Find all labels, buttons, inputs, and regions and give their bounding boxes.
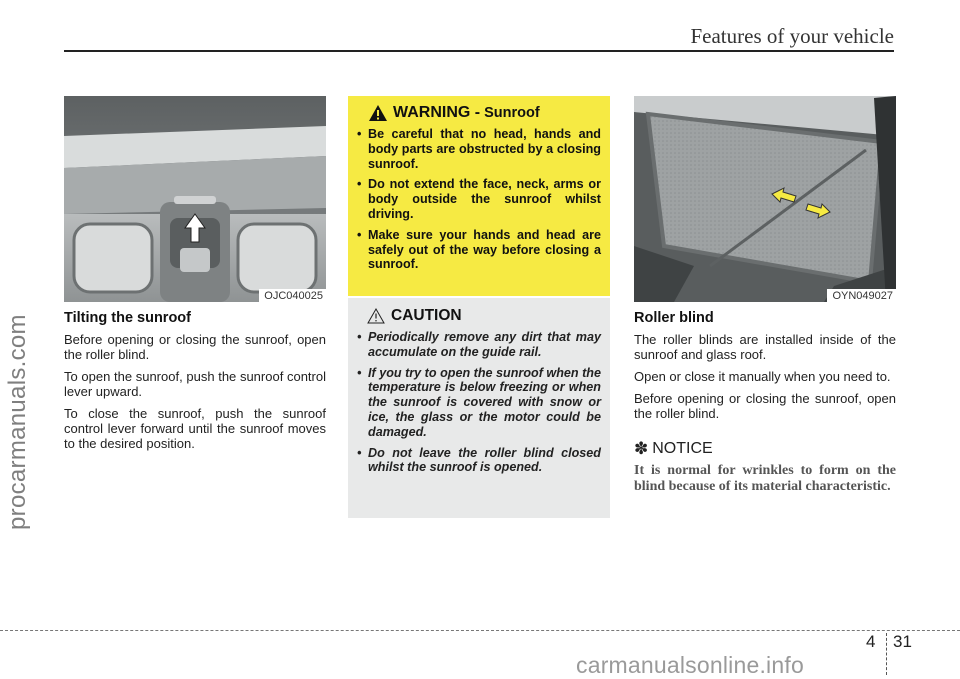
paragraph: Open or close it manually when you need to. <box>634 369 891 384</box>
caution-item: • Do not leave the roller blind closed whilst the sunroof is opened. <box>357 446 601 476</box>
side-watermark: procarmanuals.com <box>4 314 31 530</box>
page-divider <box>886 633 887 675</box>
notice-title: NOTICE <box>652 440 713 457</box>
footer-rule <box>0 630 960 631</box>
caution-title: CAUTION <box>391 307 462 324</box>
page-number: 31 <box>893 632 912 651</box>
warning-header <box>369 104 601 122</box>
roller-blind-illustration <box>634 96 896 302</box>
caution-item: • Periodically remove any dirt that may accumulate on the guide rail. <box>357 330 601 360</box>
figure-code: OYN049027 <box>827 289 896 302</box>
roller-blind-figure <box>634 96 896 302</box>
warning-item: • Make sure your hands and head are safely out of the way before closing a sunroof. <box>357 228 601 272</box>
header-rule <box>64 50 894 52</box>
chapter-number: 4 <box>866 632 876 651</box>
notice-text: It is normal for wrinkles to form on the blind because of its material characteristic. <box>634 463 896 494</box>
middle-column <box>348 96 610 518</box>
paragraph: Before opening or closing the sunroof, open the roller blind. <box>634 391 896 421</box>
notice-asterisk-icon: ✽ <box>634 439 649 458</box>
right-column <box>634 96 896 494</box>
warning-item: • Be careful that no head, hands and body parts are obstructed by a closing sunroof. <box>357 127 601 171</box>
warning-box <box>348 96 610 296</box>
warning-list <box>357 127 601 272</box>
warning-item: • Do not extend the face, neck, arms or body outside the sunroof whilst driving. <box>357 177 601 221</box>
header-title: Features of your vehicle <box>690 24 894 48</box>
warning-subject: Sunroof <box>484 105 540 121</box>
figure-code: OJC040025 <box>259 289 326 302</box>
caution-header <box>367 307 601 325</box>
notice-header <box>634 439 896 459</box>
warning-title: WARNING - <box>393 104 481 121</box>
caution-list <box>357 330 601 475</box>
caution-item: • If you try to open the sunroof when the temperature is below freezing or when the sunroof is covered with snow or ice, the glass or the motor could be damaged. <box>357 366 601 440</box>
caution-box <box>348 298 610 518</box>
paragraph: Before opening or closing the sunroof, open the roller blind. <box>64 332 326 362</box>
section-title-roller-blind: Roller blind <box>634 310 714 326</box>
paragraph: To close the sunroof, push the sunroof control lever forward until the sunroof moves to the desired position. <box>64 406 326 451</box>
sunroof-lever-illustration <box>64 96 326 302</box>
caution-triangle-icon <box>367 308 385 324</box>
section-title-tilting: Tilting the sunroof <box>64 310 191 326</box>
bottom-watermark: carmanualsonline.info <box>576 652 804 678</box>
paragraph: The roller blinds are installed inside of the sunroof and glass roof. <box>634 332 896 362</box>
left-column <box>64 96 326 458</box>
paragraph: To open the sunroof, push the sunroof control lever upward. <box>64 369 326 399</box>
sunroof-lever-figure <box>64 96 326 302</box>
warning-triangle-icon <box>369 105 387 121</box>
